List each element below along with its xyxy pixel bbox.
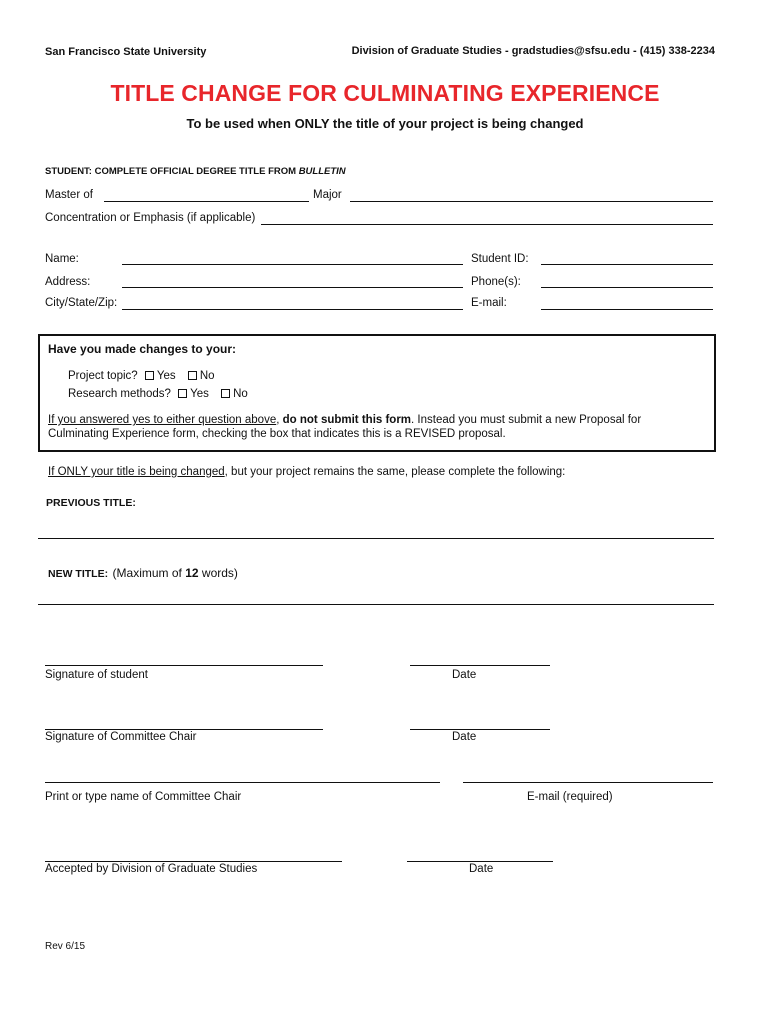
methods-yes-checkbox[interactable]	[178, 389, 187, 398]
revision-label: Rev 6/15	[45, 941, 86, 952]
chair-date-field[interactable]	[410, 729, 550, 730]
changes-question: Have you made changes to your:	[48, 342, 237, 356]
phone-field[interactable]	[541, 287, 713, 288]
note-comma: ,	[276, 414, 283, 426]
only-title-underlined: If ONLY your title is being changed	[48, 466, 225, 478]
note-underlined: If you answered yes to either question above	[48, 414, 277, 426]
city-label: City/State/Zip:	[45, 297, 118, 309]
name-field[interactable]	[122, 264, 463, 265]
student-date-label: Date	[452, 669, 477, 681]
topic-yes-checkbox[interactable]	[145, 371, 154, 380]
master-of-label: Master of	[45, 189, 93, 201]
chair-email-field[interactable]	[463, 782, 713, 783]
chair-signature-field[interactable]	[45, 729, 323, 730]
student-section-heading	[45, 166, 346, 177]
concentration-label: Concentration or Emphasis (if applicable)	[45, 212, 256, 224]
address-field[interactable]	[122, 287, 463, 288]
form-title: TITLE CHANGE FOR CULMINATING EXPERIENCE	[110, 80, 660, 106]
only-title-rest: , but your project remains the same, please complete the following:	[224, 466, 566, 478]
accepted-signature-field[interactable]	[45, 861, 342, 862]
accepted-date-label: Date	[469, 863, 494, 875]
chair-signature-label: Signature of Committee Chair	[45, 731, 197, 743]
chair-name-field[interactable]	[45, 782, 440, 783]
chair-date-label: Date	[452, 731, 477, 743]
research-methods-label: Research methods?	[68, 388, 171, 400]
student-heading-bulletin: BULLETIN	[298, 166, 346, 177]
student-heading-text: STUDENT: COMPLETE OFFICIAL DEGREE TITLE FROM	[45, 166, 299, 177]
student-date-field[interactable]	[410, 665, 550, 666]
concentration-field[interactable]	[261, 224, 713, 225]
topic-yes-label: Yes	[156, 370, 176, 382]
major-label: Major	[313, 189, 342, 201]
address-label: Address:	[45, 276, 91, 288]
chair-name-label: Print or type name of Committee Chair	[45, 791, 242, 803]
project-topic-label: Project topic?	[68, 370, 138, 382]
topic-no-label: No	[199, 370, 215, 382]
methods-no-label: No	[233, 388, 248, 400]
new-title-note	[113, 566, 238, 580]
project-topic-row	[68, 370, 215, 382]
methods-yes-label: Yes	[190, 388, 209, 400]
city-field[interactable]	[122, 309, 463, 310]
only-title-instructions	[48, 466, 565, 478]
phone-label: Phone(s):	[471, 276, 521, 288]
student-id-field[interactable]	[541, 264, 713, 265]
accepted-date-field[interactable]	[407, 861, 553, 862]
new-title-note-number: 12	[185, 566, 199, 580]
major-field[interactable]	[350, 201, 713, 202]
email-label: E-mail:	[471, 297, 507, 309]
changes-note-line2: Culminating Experience form, checking the box that indicates this is a REVISED proposal.	[48, 428, 506, 440]
note-bold: do not submit this form	[282, 414, 412, 426]
email-field[interactable]	[541, 309, 713, 310]
note-rest: . Instead you must submit a new Proposal for	[411, 414, 642, 426]
changes-note-line1	[48, 414, 641, 426]
new-title-note-suffix: words)	[198, 566, 238, 580]
previous-title-label: PREVIOUS TITLE:	[46, 497, 136, 509]
accepted-label: Accepted by Division of Graduate Studies	[45, 863, 258, 875]
university-name: San Francisco State University	[45, 46, 207, 58]
previous-title-field[interactable]	[38, 538, 714, 539]
new-title-field[interactable]	[38, 604, 714, 605]
master-of-field[interactable]	[104, 201, 309, 202]
research-methods-row	[68, 388, 248, 400]
new-title-label: NEW TITLE:	[48, 568, 109, 580]
methods-no-checkbox[interactable]	[221, 389, 230, 398]
new-title-note-prefix: (Maximum of	[112, 566, 186, 580]
student-signature-label: Signature of student	[45, 669, 148, 681]
new-title-heading	[48, 564, 238, 582]
chair-email-label: E-mail (required)	[527, 791, 613, 803]
student-id-label: Student ID:	[471, 253, 529, 265]
topic-no-checkbox[interactable]	[188, 371, 197, 380]
name-label: Name:	[45, 253, 79, 265]
form-subtitle: To be used when ONLY the title of your project is being changed	[186, 116, 584, 131]
student-signature-field[interactable]	[45, 665, 323, 666]
division-contact: Division of Graduate Studies - gradstudies@sfsu.edu - (415) 338-2234	[351, 45, 715, 57]
